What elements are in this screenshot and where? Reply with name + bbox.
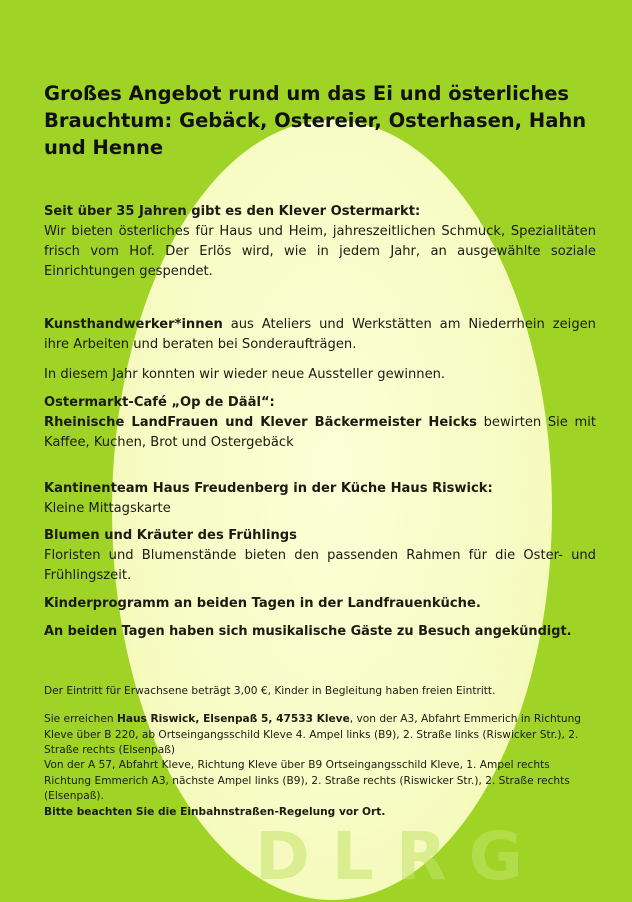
oneway-note: Bitte beachten Sie die Einbahnstraßen-Regelung vor Ort.	[44, 806, 386, 818]
craft-lead: Kunsthandwerker*innen	[44, 317, 223, 332]
canteen-text: Kleine Mittagskarte	[44, 501, 171, 516]
watermark-logo: DLRG	[255, 818, 545, 895]
headline: Großes Angebot rund um das Ei und österliches Brauchtum: Gebäck, Ostereier, Osterhasen, Hahn und Henne	[44, 82, 587, 159]
admission-note: Der Eintritt für Erwachsene beträgt 3,00 €, Kinder in Begleitung haben freien Eintritt.	[44, 685, 496, 697]
cafe-lead: Rheinische LandFrauen und Klever Bäckermeister Heicks	[44, 415, 477, 430]
cafe-heading: Ostermarkt-Café „Op de Dääl“:	[44, 395, 275, 410]
flowers-text: Floristen und Blumenstände bieten den passenden Rahmen für die Oster- und Frühlingszeit.	[44, 548, 596, 583]
intro-heading: Seit über 35 Jahren gibt es den Klever Ostermarkt:	[44, 204, 421, 219]
directions-a57: Von der A 57, Abfahrt Kleve, Richtung Kleve über B9 Ortseingangsschild Kleve, 1. Ampel rechts Richtung Emmerich A3, nächste Ampel links (B9), 2. Straße rechts (Riswicker Str.), 2. Straße rechts (Elsenpaß).	[44, 759, 570, 802]
canteen-block	[44, 479, 596, 519]
craft-block	[44, 315, 596, 355]
intro-text: Wir bieten österliches für Haus und Heim, jahreszeitlichen Schmuck, Spezialitäten frisch vom Hof. Der Erlös wird, wie in jedem Jahr, an ausgewählte soziale Einrichtungen gespendet.	[44, 224, 596, 279]
directions-a3: Sie erreichen Haus Riswick, Elsenpaß 5, 47533 Kleve, von der A3, Abfahrt Emmerich in Richtung Kleve über B 220, ab Ortseingangsschild Kleve 4. Ampel links (B9), 2. Straße links (Riswicker Str.), 2. Straße rechts (Elsenpaß)	[44, 713, 582, 756]
directions-address: Haus Riswick, Elsenpaß 5, 47533 Kleve	[116, 713, 350, 725]
craft-text: aus Ateliers und Werkstätten am Niederrhein zeigen ihre Arbeiten und beraten bei Sonderaufträgen.	[44, 317, 596, 352]
canteen-heading: Kantinenteam Haus Freudenberg in der Küche Haus Riswick:	[44, 481, 493, 496]
cafe-block	[44, 393, 596, 453]
flowers-heading: Blumen und Kräuter des Frühlings	[44, 528, 297, 543]
intro-block	[44, 202, 596, 282]
new-exhibitors: In diesem Jahr konnten wir wieder neue Aussteller gewinnen.	[44, 367, 446, 382]
music-note: An beiden Tagen haben sich musikalische Gäste zu Besuch angekündigt.	[44, 624, 572, 639]
cafe-text: bewirten Sie mit Kaffee, Kuchen, Brot und Ostergebäck	[44, 415, 596, 450]
kids-program: Kinderprogramm an beiden Tagen in der Landfrauenküche.	[44, 596, 481, 611]
flowers-block	[44, 526, 596, 586]
